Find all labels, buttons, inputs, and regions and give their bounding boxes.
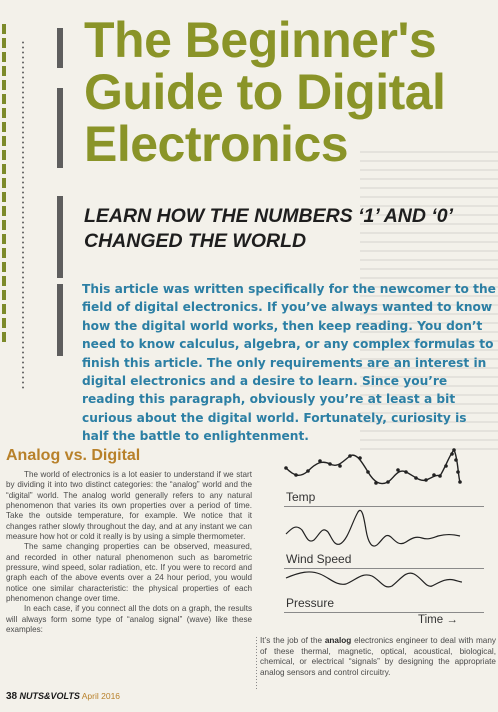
wind-speed-label: Wind Speed xyxy=(286,552,352,566)
left-dotted-rule xyxy=(22,40,24,390)
right-column-paragraph xyxy=(260,636,496,678)
right-text-post: electronics engineer to deal with many of these thermal, magnetic, optical, acoustical, biological, chemical, or electrical “signals” by designing the appropriate analog sensors and control circuitry. xyxy=(260,636,496,677)
issue-date: April 2016 xyxy=(81,691,121,701)
body-paragraph: The world of electronics is a lot easier to understand if we start by dividing it into two distinct categories: the “analog” world and the “digital” world. The analog world generally refers to any natural phenomenon that varies its own properties over a period of time. Take the outside temperature, for example. We notice that it changes rather slowly throughout the day, and at any instant we can measure how hot or cold it really is by using a simple thermometer. xyxy=(6,470,252,542)
left-bar-segment xyxy=(57,284,63,356)
time-axis-label: Time → xyxy=(418,614,458,626)
left-bar-segment xyxy=(57,88,63,168)
right-text-bold: analog xyxy=(324,636,352,645)
article-title: The Beginner's Guide to Digital Electronics xyxy=(84,12,446,172)
magazine-logo: NUTS&VOLTS xyxy=(19,691,80,701)
wind-wave xyxy=(286,510,460,546)
article-subtitle: LEARN HOW THE NUMBERS ‘1’ AND ‘0’ CHANGED THE WORLD xyxy=(84,205,453,252)
temp-wave xyxy=(286,450,460,484)
left-dash-rule xyxy=(2,24,8,364)
pressure-baseline xyxy=(284,612,484,613)
body-paragraph: In each case, if you connect all the dots on a graph, the results will always form some type of “analog signal” (wave) like these examples: xyxy=(6,604,252,635)
left-bar-segment xyxy=(57,196,63,278)
analog-signals-figure xyxy=(276,446,496,630)
wind-baseline xyxy=(284,568,484,569)
left-bar-segment xyxy=(57,28,63,68)
column-divider xyxy=(256,636,257,690)
right-text-pre: It’s the job of the xyxy=(260,636,325,645)
temp-baseline xyxy=(284,506,484,507)
temp-label: Temp xyxy=(286,490,316,504)
body-column xyxy=(6,470,252,636)
page-footer xyxy=(6,691,120,702)
pressure-label: Pressure xyxy=(286,596,335,610)
section-heading: Analog vs. Digital xyxy=(6,447,141,464)
pressure-wave xyxy=(286,572,462,587)
page-number: 38 xyxy=(6,691,18,702)
body-paragraph: The same changing properties can be observed, measured, and recorded in other natural phenomenon such as barometric pressure, wind speed, solar radiation, etc. If you were to record and graph each of the above events over a 24 hour period, you would notice one similar characteristic: the physical properties of each phenomenon change over time. xyxy=(6,542,252,604)
article-intro: This article was written specifically for the newcomer to the field of digital electronics. If you’ve always wanted to know how the digital world works, then keep reading. You don’t need to know calculus, algebra, or any complex formulas to finish this article. The only requirements are an interest in digital electronics and a desire to learn. Since you’re reading this paragraph, obviously you’re at least a bit curious about the digital world. Fortunately, curiosity is half the battle to enlightenment. xyxy=(82,282,496,444)
